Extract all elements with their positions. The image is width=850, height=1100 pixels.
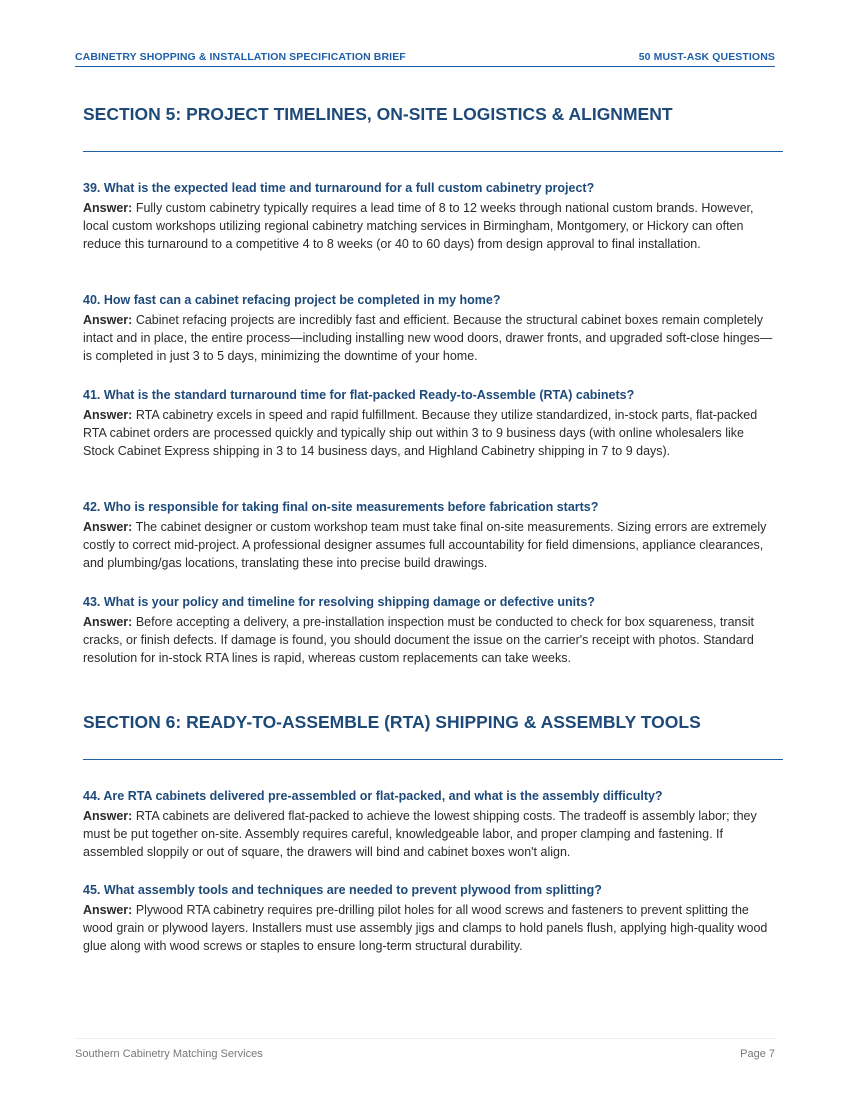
answer-text: Before accepting a delivery, a pre-installation inspection must be conducted to check for box squareness, transit cracks, or finish defects. If damage is found, you should document the issue on the carrier's receipt with photos. Standard resolution for in-stock RTA lines is rapid, whereas custom replacements can take weeks. [83,615,754,665]
section-title: SECTION 6: READY-TO-ASSEMBLE (RTA) SHIPPING & ASSEMBLY TOOLS [83,712,701,732]
section-divider [83,151,783,152]
page-footer [75,1038,775,1063]
answer [83,199,778,253]
question: 45. What assembly tools and techniques are needed to prevent plywood from splitting? [83,883,602,897]
page-number: Page 7 [740,1048,775,1060]
answer-text: Fully custom cabinetry typically requires a lead time of 8 to 12 weeks through national custom brands. However, local custom workshops utilizing regional cabinetry matching services in Birmingham, Montgomery, or Hickory can often reduce this turnaround to a competitive 4 to 8 weeks (or 40 to 60 days) from design approval to final installation. [83,201,754,251]
question: 41. What is the standard turnaround time for flat-packed Ready-to-Assemble (RTA) cabinets? [83,388,635,402]
qa-item [83,788,778,861]
question: 40. How fast can a cabinet refacing project be completed in my home? [83,293,501,307]
answer-label: Answer: [83,520,133,534]
footer-organization: Southern Cabinetry Matching Services [75,1048,263,1060]
answer-text: RTA cabinetry excels in speed and rapid fulfillment. Because they utilize standardized, in-stock parts, flat-packed RTA cabinet orders are processed quickly and typically ship out within 3 to 9 business days (with online wholesalers like Stock Cabinet Express shipping in 3 to 14 business days, and Highland Cabinetry shipping in 7 to 9 days). [83,408,758,458]
qa-item [83,499,778,572]
question: 42. Who is responsible for taking final on-site measurements before fabrication starts? [83,500,599,514]
answer-text: Plywood RTA cabinetry requires pre-drilling pilot holes for all wood screws and fasteners to prevent splitting the wood grain or plywood layers. Installers must use assembly jigs and clamps to hold panels flush, applying high-quality wood glue along with wood screws or staples to ensure long-term structural durability. [83,903,768,953]
answer-label: Answer: [83,408,133,422]
answer [83,518,778,572]
answer-label: Answer: [83,809,133,823]
qa-item [83,882,778,955]
question: 43. What is your policy and timeline for resolving shipping damage or defective units? [83,595,595,609]
page-header [75,50,775,67]
answer-text: The cabinet designer or custom workshop team must take final on-site measurements. Sizing errors are extremely costly to correct mid-project. A professional designer assumes full accountability for field dimensions, appliance clearances, and plumbing/gas locations, translating these into precise build drawings. [83,520,767,570]
answer-text: RTA cabinets are delivered flat-packed to achieve the lowest shipping costs. The tradeoff is assembly labor; they must be put together on-site. Assembly requires careful, knowledgeable labor, and proper clamping and fastening. If assembled sloppily or out of square, the drawers will bind and cabinet boxes won't align. [83,809,757,859]
section-title: SECTION 5: PROJECT TIMELINES, ON-SITE LOGISTICS & ALIGNMENT [83,104,673,124]
answer [83,311,778,365]
document-subtitle: 50 MUST-ASK QUESTIONS [638,51,775,63]
document-title: CABINETRY SHOPPING & INSTALLATION SPECIFICATION BRIEF [75,51,406,63]
answer [83,613,778,667]
answer [83,807,778,861]
answer [83,406,778,460]
answer [83,901,778,955]
question: 39. What is the expected lead time and turnaround for a full custom cabinetry project? [83,181,595,195]
qa-item [83,594,778,667]
answer-label: Answer: [83,201,133,215]
qa-item [83,387,778,460]
answer-label: Answer: [83,615,133,629]
answer-label: Answer: [83,313,133,327]
qa-item [83,292,778,365]
qa-item [83,180,778,253]
question: 44. Are RTA cabinets delivered pre-assembled or flat-packed, and what is the assembly difficulty? [83,789,663,803]
section-divider [83,759,783,760]
answer-text: Cabinet refacing projects are incredibly fast and efficient. Because the structural cabinet boxes remain completely intact and in place, the entire process—including installing new wood doors, drawer fronts, and upgraded soft-close hinges—is completed in just 3 to 5 days, minimizing the downtime of your home. [83,313,773,363]
answer-label: Answer: [83,903,133,917]
